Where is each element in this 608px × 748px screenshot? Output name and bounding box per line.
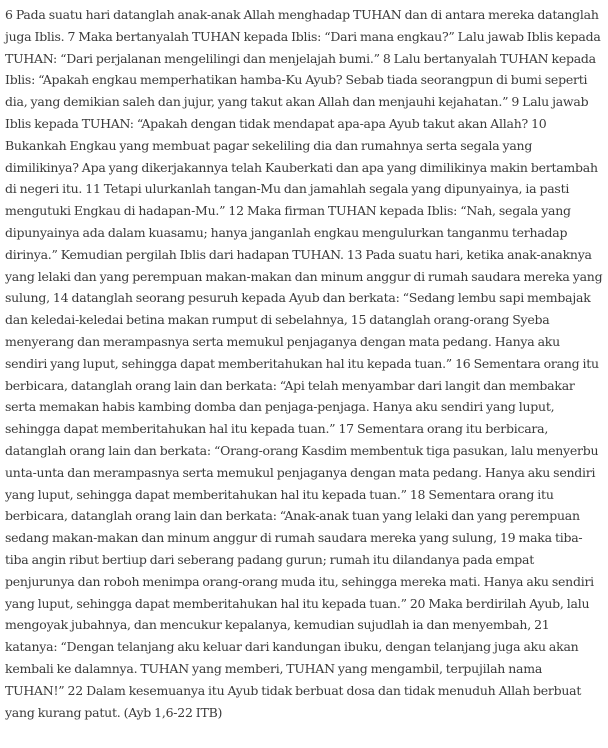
verse-text: Tetapi ulurkanlah tangan-Mu dan jamahlah segala yang dipunyainya, ia pasti mengutuki Engkau di hadapan-Mu.” [5,181,570,219]
verse-text: Maka berdirilah Ayub, lalu mengoyak jubahnya, dan mencukur kepalanya, kemudian sujudlah ia dan menyembah, [5,595,590,633]
verse-number: 12 [228,203,244,219]
verse-text: Maka firman TUHAN kepada Iblis: “Nah, segala yang dipunyainya ada dalam kuasamu; hanya janganlah engkau mengulurkan tanganmu terhadap dirinya.” Kemudian pergilah Iblis dari hadapan TUHAN. [5,203,571,262]
verse-text: maka tiba-tiba angin ribut bertiup dari seberang padang gurun; rumah itu dilandanya pada empat penjurunya dan roboh menimpa orang-orang muda itu, sehingga mereka mati. Hanya aku sendiri yang luput, sehingga dapat memberitahukan hal itu kepada tuan.” [5,530,594,611]
verse-text: Sementara orang itu berbicara, datanglah orang lain dan berkata: “Api telah menyambar dari langit dan membakar serta memakan habis kambing domba dan penjaga-penjaga. Hanya aku sendiri yang luput, sehingga dapat memberitahukan hal itu kepada tuan.” [5,355,599,437]
verse-number: 20 [409,595,426,611]
verse-text: datanglah orang-orang Syeba menyerang dan merampasnya serta memukul penjaganya dengan mata pedang. Hanya aku sendiri yang luput, sehingga dapat memberitahukan hal itu kepada tuan.” [5,312,560,371]
verse-text: Sementara orang itu berbicara, datanglah orang lain dan berkata: “Anak-anak tuan yang lelaki dan yang perempuan sedang makan-makan dan minum anggur di rumah saudara mereka yang sulung, [5,486,580,546]
verse-text: Pada suatu hari datanglah anak-anak Allah menghadap TUHAN dan di antara mereka datanglah juga Iblis. [5,7,599,44]
verse-number: 6 [5,7,13,22]
verse-number: 16 [455,355,471,371]
verse-number: 10 [531,115,547,131]
verse-number: 8 [382,50,391,66]
verse-number: 18 [409,486,426,502]
verse-text: Sementara orang itu berbicara, datanglah orang lain dan berkata: “Orang-orang Kasdim membentuk tiga pasukan, lalu menyerbu unta-unta dan merampasnya serta memukul penjaganya dengan mata pedang. Hanya aku sendiri yang luput, sehingga dapat memberitahukan hal itu kepada tuan.” [5,421,599,502]
verse-number: 7 [67,28,76,44]
verse-text: Lalu bertanyalah TUHAN kepada Iblis: “Apakah engkau memperhatikan hamba-Ku Ayub? Sebab tiada seorangpun di bumi seperti dia, yang demikian saleh dan jujur, yang takut akan Allah dan menjauhi kejahatan.” [5,50,596,110]
verse-number: 11 [85,181,101,197]
verse-number: 17 [338,421,354,437]
verse-number: 13 [346,246,363,262]
verse-text: Lalu jawab Iblis kepada TUHAN: “Apakah dengan tidak mendapat apa-apa Ayub takut akan Allah? [5,94,589,131]
verse-text: Dalam kesemuanya itu Ayub tidak berbuat dosa dan tidak menuduh Allah berbuat yang kurang patut. [5,682,582,720]
verse-text: datanglah seorang pesuruh kepada Ayub dan berkata: “Sedang lembu sapi membajak dan keledai-keledai betina makan rumput di sebelahnya, [5,290,591,328]
verse-number: 22 [67,682,83,698]
verse-text: Maka bertanyalah TUHAN kepada Iblis: “Dari mana engkau?” Lalu jawab Iblis kepada TUHAN: “Dari perjalanan mengelilingi dan menjelajah bumi.” [5,28,601,66]
verse-number: 14 [52,290,69,306]
passage-reference: (Ayb 1,6-22 ITB) [123,704,223,720]
passage-paragraph [5,4,603,723]
verse-text: katanya: “Dengan telanjang aku keluar dari kandungan ibuku, dengan telanjang juga aku akan kembali ke dalamnya. TUHAN yang memberi, TUHAN yang mengambil, terpujilah nama TUHAN!” [5,639,579,698]
verse-number: 15 [350,312,367,328]
verse-number: 19 [499,530,516,546]
verse-number: 9 [511,94,520,110]
verse-text: Pada suatu hari, ketika anak-anaknya yang lelaki dan yang perempuan makan-makan dan minum anggur di rumah saudara mereka yang sulung, [5,246,603,306]
verse-number: 21 [534,617,550,633]
verse-text: Bukankah Engkau yang membuat pagar sekeliling dia dan rumahnya serta segala yang dimilikinya? Apa yang dikerjakannya telah Kauberkati dan apa yang dimilikinya makin bertambah di negeri itu. [5,137,598,197]
